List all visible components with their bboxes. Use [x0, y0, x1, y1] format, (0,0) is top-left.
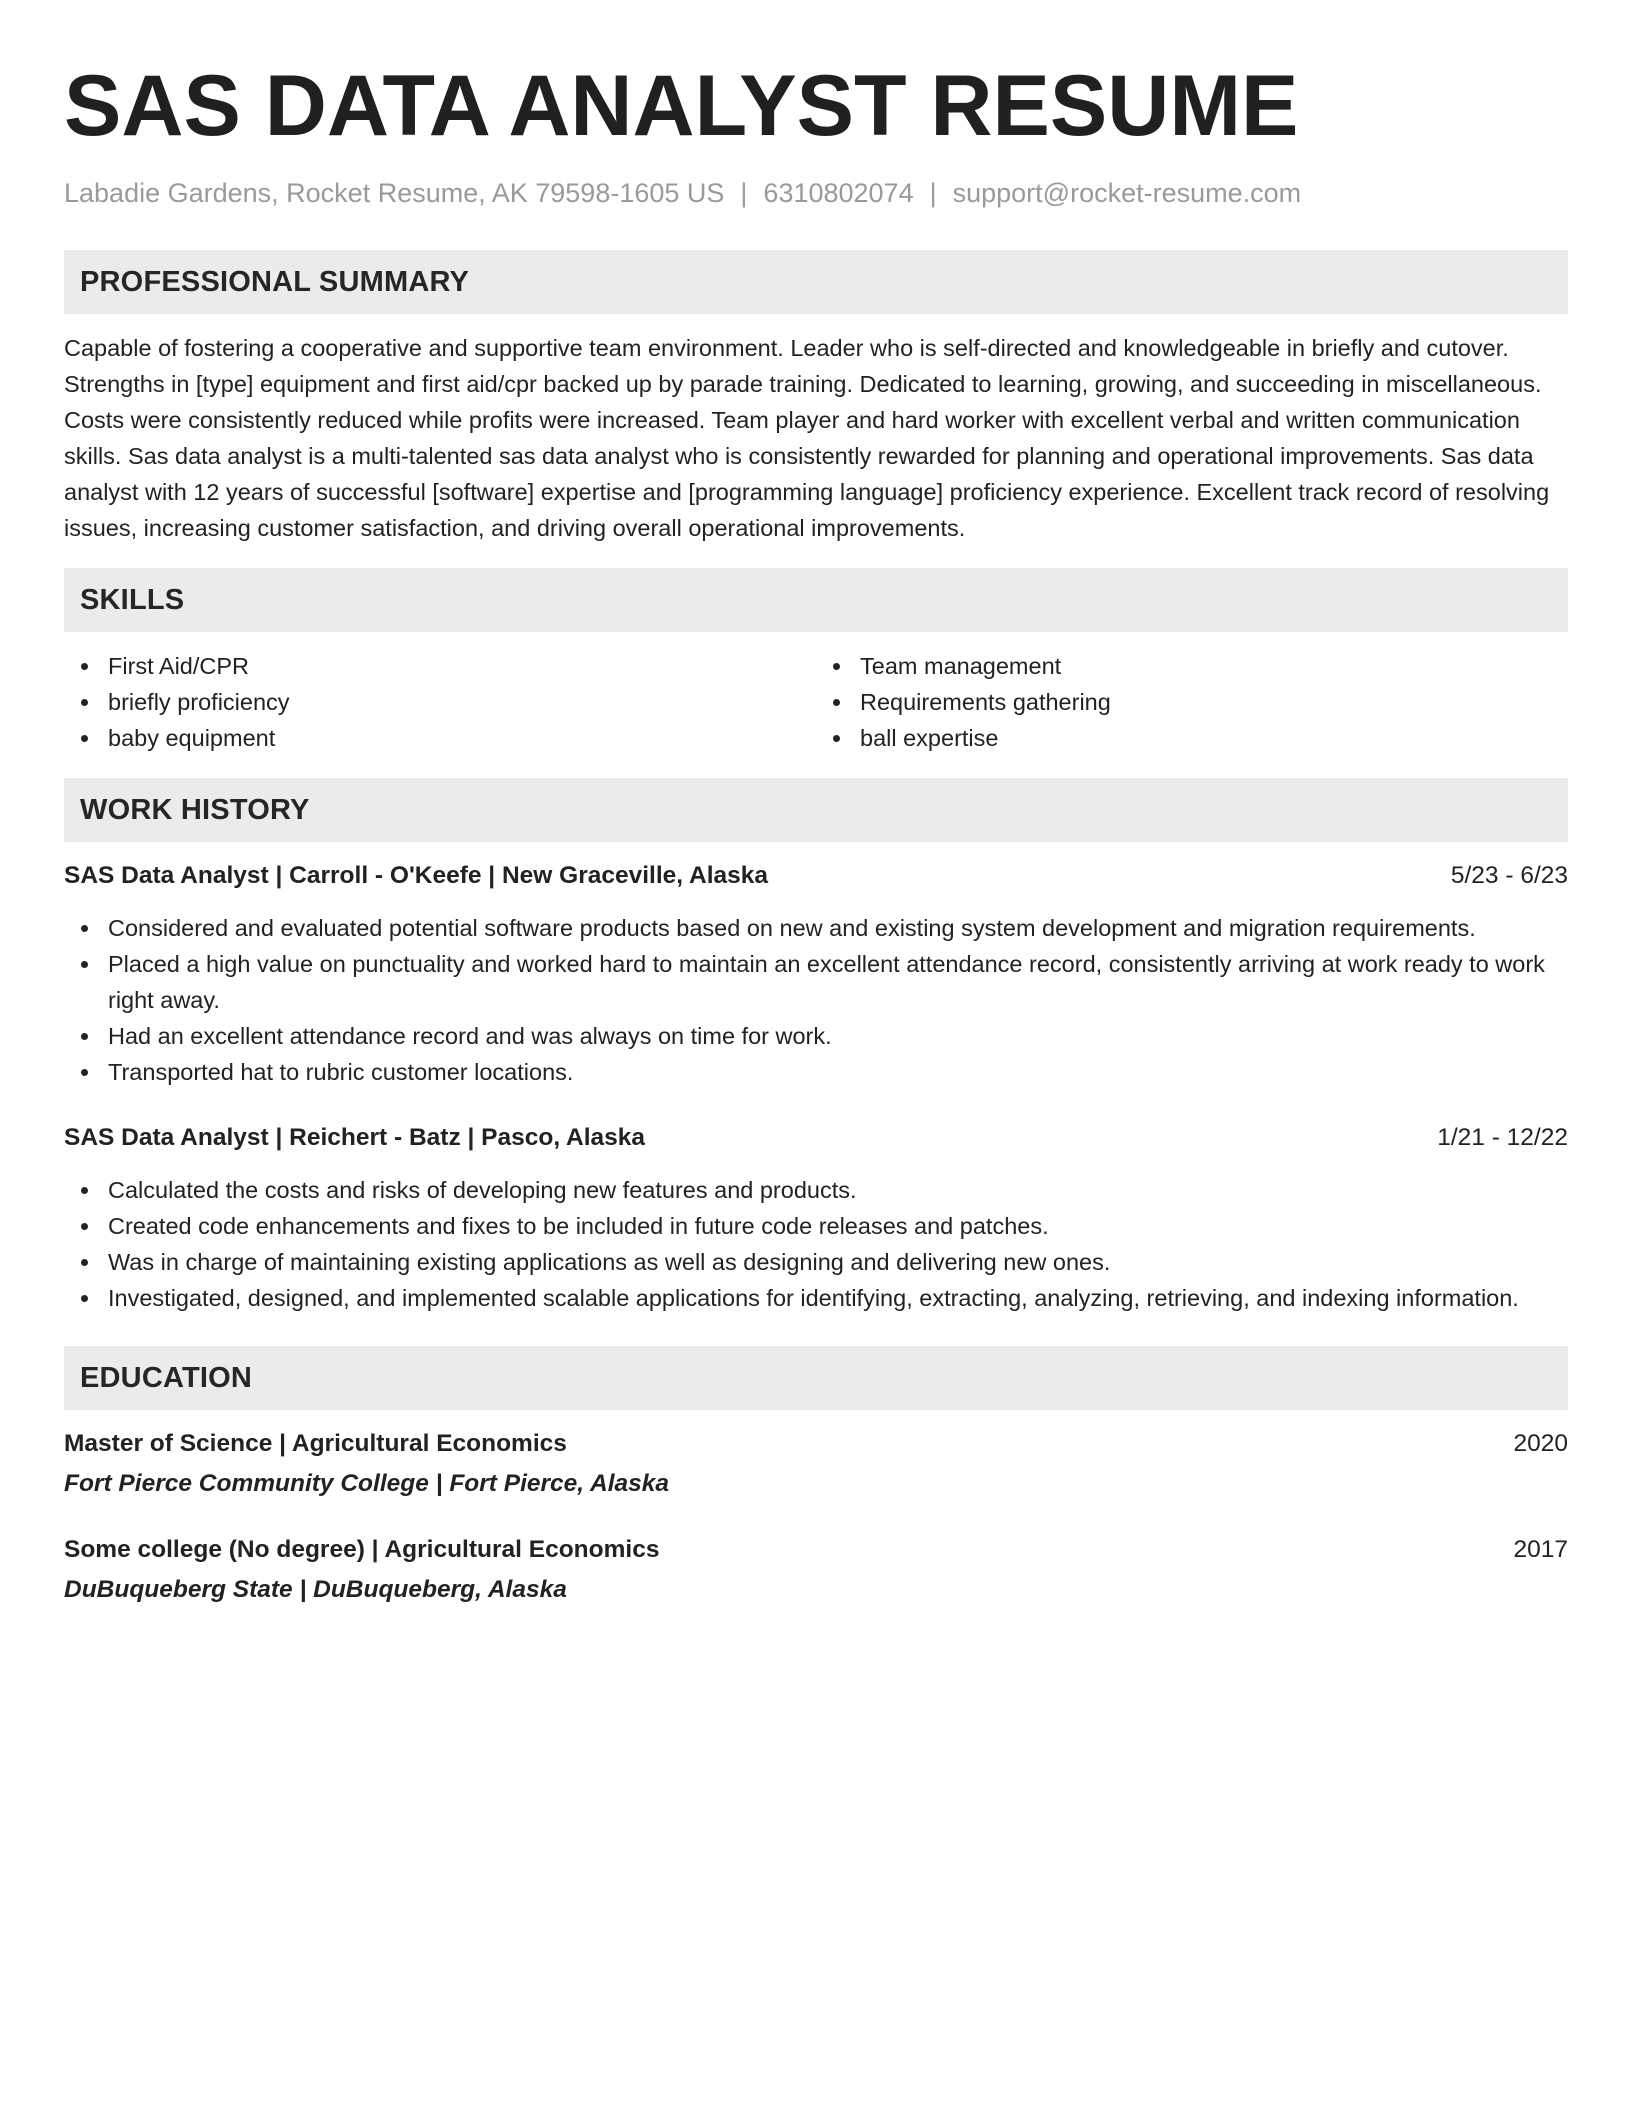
education-entry	[64, 1532, 1568, 1608]
section-header-education: EDUCATION	[64, 1346, 1568, 1410]
skill-item: ball expertise	[816, 720, 1568, 756]
contact-phone: 6310802074	[763, 178, 914, 208]
job-title: SAS Data Analyst | Reichert - Batz | Pasco, Alaska	[64, 1124, 646, 1151]
education-degree: Master of Science | Agricultural Economics	[64, 1430, 567, 1457]
education-entry	[64, 1426, 1568, 1502]
job-bullet: Calculated the costs and risks of developing new features and products.	[64, 1172, 1568, 1208]
contact-separator: |	[740, 178, 748, 208]
skill-item: First Aid/CPR	[64, 648, 816, 684]
job-bullet: Transported hat to rubric customer locations.	[64, 1054, 1568, 1090]
skills-list	[64, 648, 1568, 756]
job-bullet: Had an excellent attendance record and was always on time for work.	[64, 1018, 1568, 1054]
contact-email: support@rocket-resume.com	[952, 178, 1302, 208]
contact-address: Labadie Gardens, Rocket Resume, AK 79598-1605 US	[64, 178, 725, 208]
education-year: 2017	[1513, 1536, 1568, 1563]
job-dates: 1/21 - 12/22	[1437, 1124, 1568, 1151]
skill-item: briefly proficiency	[64, 684, 816, 720]
job-bullet: Placed a high value on punctuality and worked hard to maintain an excellent attendance record, consistently arriving at work ready to work right away.	[64, 946, 1568, 1018]
contact-line	[64, 176, 1568, 210]
job-entry	[64, 1120, 1568, 1316]
section-header-work: WORK HISTORY	[64, 778, 1568, 842]
summary-text: Capable of fostering a cooperative and supportive team environment. Leader who is self-directed and knowledgeable in briefly and cutover. Strengths in [type] equipment and first aid/cpr backed up by parade training. Dedicated to learning, growing, and succeeding in miscellaneous. Costs were consistently reduced while profits were increased. Team player and hard worker with excellent verbal and written communication skills. Sas data analyst is a multi-talented sas data analyst who is consistently rewarded for planning and operational improvements. Sas data analyst with 12 years of successful [software] expertise and [programming language] proficiency experience. Excellent track record of resolving issues, increasing customer satisfaction, and driving overall operational improvements.	[64, 335, 1550, 541]
skills-column-right	[816, 648, 1568, 756]
contact-separator: |	[929, 178, 937, 208]
education-degree: Some college (No degree) | Agricultural Economics	[64, 1536, 660, 1563]
job-header	[64, 858, 1568, 894]
skill-item: Requirements gathering	[816, 684, 1568, 720]
section-header-skills: SKILLS	[64, 568, 1568, 632]
job-title: SAS Data Analyst | Carroll - O'Keefe | New Graceville, Alaska	[64, 862, 769, 889]
section-header-summary: PROFESSIONAL SUMMARY	[64, 250, 1568, 314]
education-school: Fort Pierce Community College | Fort Pierce, Alaska	[64, 1470, 670, 1497]
skills-column-left	[64, 648, 816, 756]
job-dates: 5/23 - 6/23	[1450, 862, 1568, 889]
job-bullets	[64, 1172, 1568, 1316]
job-entry	[64, 858, 1568, 1090]
job-bullet: Considered and evaluated potential software products based on new and existing system development and migration requirements.	[64, 910, 1568, 946]
resume-title: SAS DATA ANALYST RESUME	[64, 58, 1299, 154]
job-bullets	[64, 910, 1568, 1090]
education-year: 2020	[1513, 1430, 1568, 1457]
job-bullet: Created code enhancements and fixes to be included in future code releases and patches.	[64, 1208, 1568, 1244]
education-header	[64, 1426, 1568, 1462]
education-school: DuBuqueberg State | DuBuqueberg, Alaska	[64, 1576, 567, 1603]
job-bullet: Was in charge of maintaining existing applications as well as designing and delivering new ones.	[64, 1244, 1568, 1280]
job-header	[64, 1120, 1568, 1156]
skill-item: Team management	[816, 648, 1568, 684]
job-bullet: Investigated, designed, and implemented scalable applications for identifying, extracting, analyzing, retrieving, and indexing information.	[64, 1280, 1568, 1316]
skill-item: baby equipment	[64, 720, 816, 756]
education-header	[64, 1532, 1568, 1568]
